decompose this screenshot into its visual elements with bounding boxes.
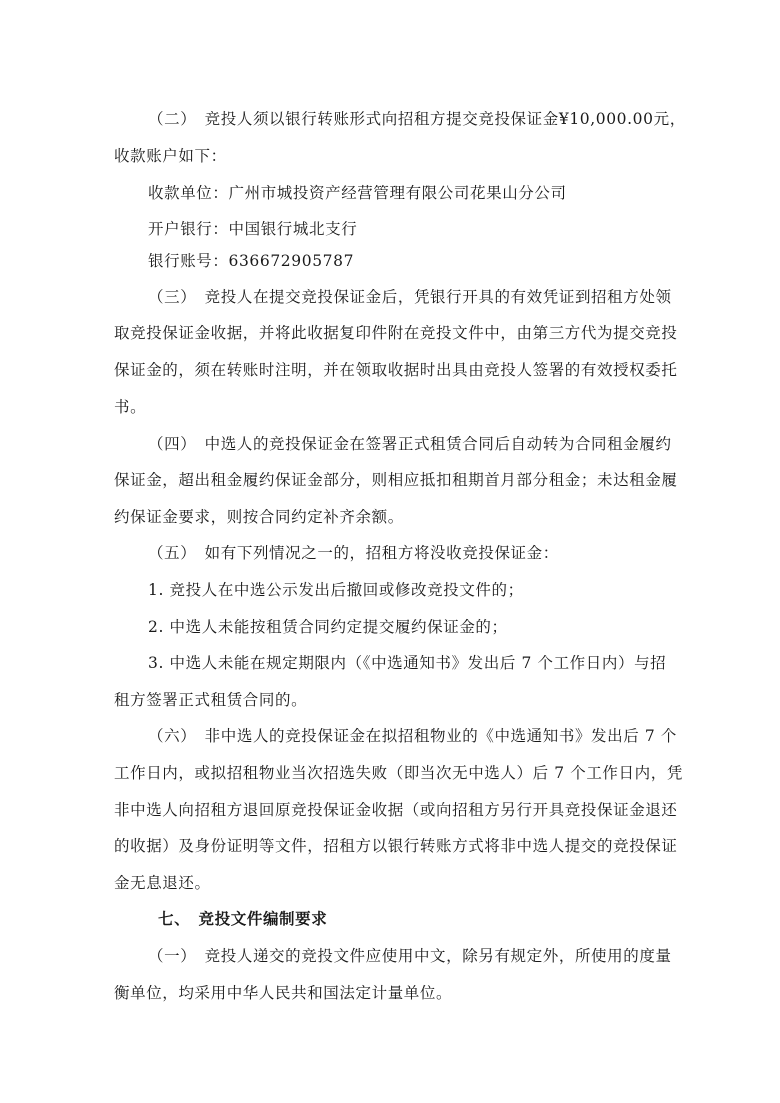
section-7-1-line-2: 衡单位，均采用中华人民共和国法定计量单位。 bbox=[114, 984, 453, 1002]
section-3-line-2: 取竞投保证金收据，并将此收据复印件附在竞投文件中，由第三方代为提交竞投 bbox=[114, 324, 678, 342]
section-5-item-2: 2. 中选人未能按租赁合同约定提交履约保证金的； bbox=[148, 618, 508, 636]
section-2-line-1: （二） 竞投人须以银行转账形式向招租方提交竞投保证金¥10,000.00元， bbox=[148, 110, 686, 128]
section-6-line-3: 非中选人向招租方退回原竞投保证金收据（或向招租方另行开具竞投保证金退还 bbox=[114, 801, 678, 819]
section-7-1-line-1: （一） 竞投人递交的竞投文件应使用中文，除另有规定外，所使用的度量 bbox=[148, 947, 672, 965]
account-number-line: 银行账号：636672905787 bbox=[148, 252, 355, 270]
section-4-line-1: （四） 中选人的竞投保证金在签署正式租赁合同后自动转为合同租金履约 bbox=[148, 435, 672, 453]
section-6-line-5: 金无息退还。 bbox=[114, 874, 211, 892]
section-3-line-4: 书。 bbox=[114, 398, 147, 416]
section-5-item-1: 1. 竞投人在中选公示发出后撤回或修改竞投文件的； bbox=[148, 581, 524, 599]
section-5-item-3-line-2: 租方签署正式租赁合同的。 bbox=[114, 691, 308, 709]
section-6-line-4: 的收据）及身份证明等文件，招租方以银行转账方式将非中选人提交的竞投保证 bbox=[114, 837, 678, 855]
section-4-line-3: 约保证金要求，则按合同约定补齐余额。 bbox=[114, 508, 404, 526]
chapter-7-heading: 七、 竞投文件编制要求 bbox=[158, 910, 328, 928]
section-5-intro: （五） 如有下列情况之一的，招租方将没收竞投保证金： bbox=[148, 544, 559, 562]
section-5-item-3-line-1: 3. 中选人未能在规定期限内（《中选通知书》发出后 7 个工作日内）与招 bbox=[148, 654, 667, 672]
section-4-line-2: 保证金，超出租金履约保证金部分，则相应抵扣租期首月部分租金；未达租金履 bbox=[114, 471, 678, 489]
section-3-line-1: （三） 竞投人在提交竞投保证金后，凭银行开具的有效凭证到招租方处领 bbox=[148, 288, 672, 306]
section-6-line-1: （六） 非中选人的竞投保证金在拟招租物业的《中选通知书》发出后 7 个 bbox=[148, 727, 677, 745]
section-2-line-2: 收款账户如下： bbox=[114, 147, 227, 165]
section-3-line-3: 保证金的，须在转账时注明，并在领取收据时出具由竞投人签署的有效授权委托 bbox=[114, 361, 678, 379]
section-6-line-2: 工作日内，或拟招租物业当次招选失败（即当次无中选人）后 7 个工作日内，凭 bbox=[114, 764, 683, 782]
bank-line: 开户银行：中国银行城北支行 bbox=[148, 220, 358, 238]
payee-line: 收款单位：广州市城投资产经营管理有限公司花果山分公司 bbox=[148, 184, 567, 202]
